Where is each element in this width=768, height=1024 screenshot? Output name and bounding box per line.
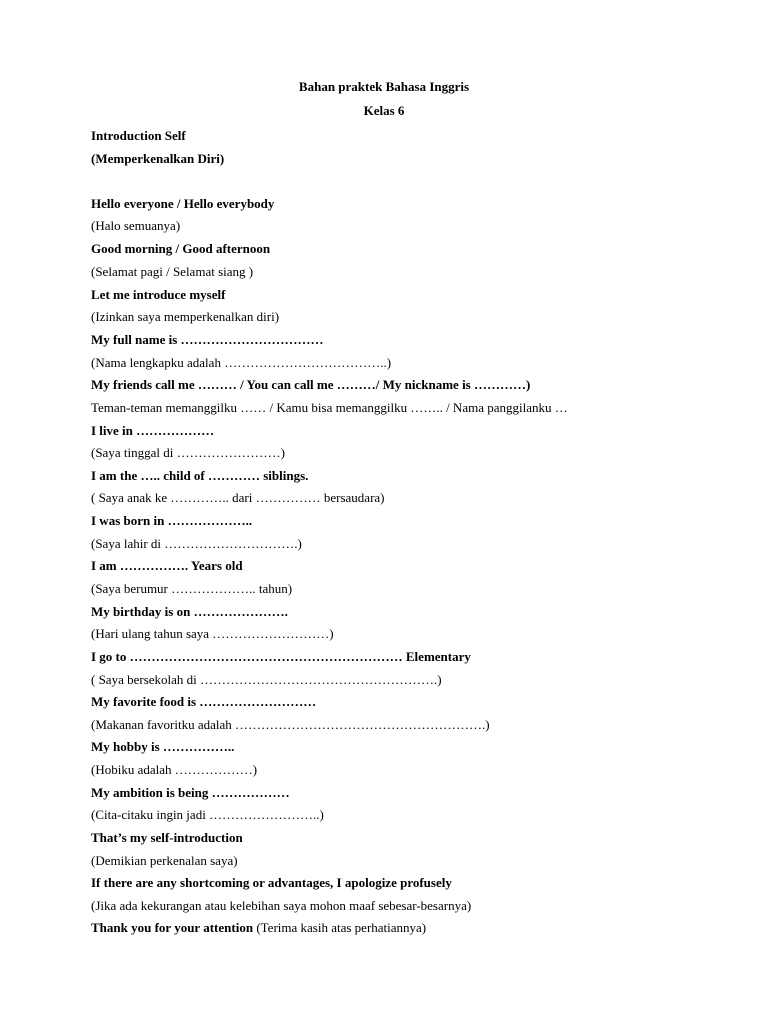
phrase-line: Good morning / Good afternoon	[91, 241, 271, 256]
phrase-line: I am ……………. Years old	[91, 558, 243, 573]
phrase-line: My friends call me ……… / You can call me ………/ My nickname is …………)	[91, 377, 531, 392]
phrase-line: I was born in ………………..	[91, 513, 253, 528]
phrase-line: My full name is ……………………………	[91, 332, 324, 347]
translation-line: (Saya tinggal di ……………………)	[91, 445, 285, 460]
translation-line: (Izinkan saya memperkenalkan diri)	[91, 309, 280, 324]
translation-line: (Jika ada kekurangan atau kelebihan saya mohon maaf sebesar-besarnya)	[91, 898, 472, 913]
phrase-line: My birthday is on ………………….	[91, 604, 288, 619]
translation-line: (Saya lahir di ………………………….)	[91, 536, 302, 551]
phrase-line: My hobby is ……………..	[91, 739, 235, 754]
translation-line: (Hari ulang tahun saya ………………………)	[91, 626, 334, 641]
phrase-line: My favorite food is ………………………	[91, 694, 317, 709]
closing-translation: (Terima kasih atas perhatiannya)	[253, 920, 427, 935]
translation-line: ( Saya bersekolah di ……………………………………………….)	[91, 672, 442, 687]
translation-line: ( Saya anak ke ………….. dari …………… bersaudara)	[91, 490, 385, 505]
translation-line: (Halo semuanya)	[91, 218, 181, 233]
phrase-line: Let me introduce myself	[91, 287, 226, 302]
closing-line	[91, 920, 426, 936]
phrase-line: If there are any shortcoming or advantages, I apologize profusely	[91, 875, 452, 890]
section-heading-translation: (Memperkenalkan Diri)	[91, 151, 225, 166]
translation-line: (Hobiku adalah ………………)	[91, 762, 258, 777]
translation-line: (Cita-citaku ingin jadi ……………………..)	[91, 807, 324, 822]
translation-line: (Makanan favoritku adalah ………………………………………………….)	[91, 717, 490, 732]
document-subtitle: Kelas 6	[363, 103, 405, 118]
translation-line: (Selamat pagi / Selamat siang )	[91, 264, 254, 279]
translation-line: (Demikian perkenalan saya)	[91, 853, 238, 868]
phrase-line: I go to ……………………………………………………… Elementary	[91, 649, 471, 664]
document-title: Bahan praktek Bahasa Inggris	[298, 79, 470, 94]
closing-phrase: Thank you for your attention	[91, 920, 254, 935]
translation-line: (Nama lengkapku adalah ………………………………..)	[91, 355, 392, 370]
section-heading: Introduction Self	[91, 128, 186, 143]
phrase-line: That’s my self-introduction	[91, 830, 243, 845]
phrase-line: Hello everyone / Hello everybody	[91, 196, 275, 211]
phrase-line: I am the ….. child of ………… siblings.	[91, 468, 309, 483]
translation-line: Teman-teman memanggilku …… / Kamu bisa memanggilku …….. / Nama panggilanku …	[91, 400, 568, 415]
phrase-line: My ambition is being ………………	[91, 785, 290, 800]
phrase-line: I live in ………………	[91, 423, 215, 438]
translation-line: (Saya berumur ……………….. tahun)	[91, 581, 293, 596]
